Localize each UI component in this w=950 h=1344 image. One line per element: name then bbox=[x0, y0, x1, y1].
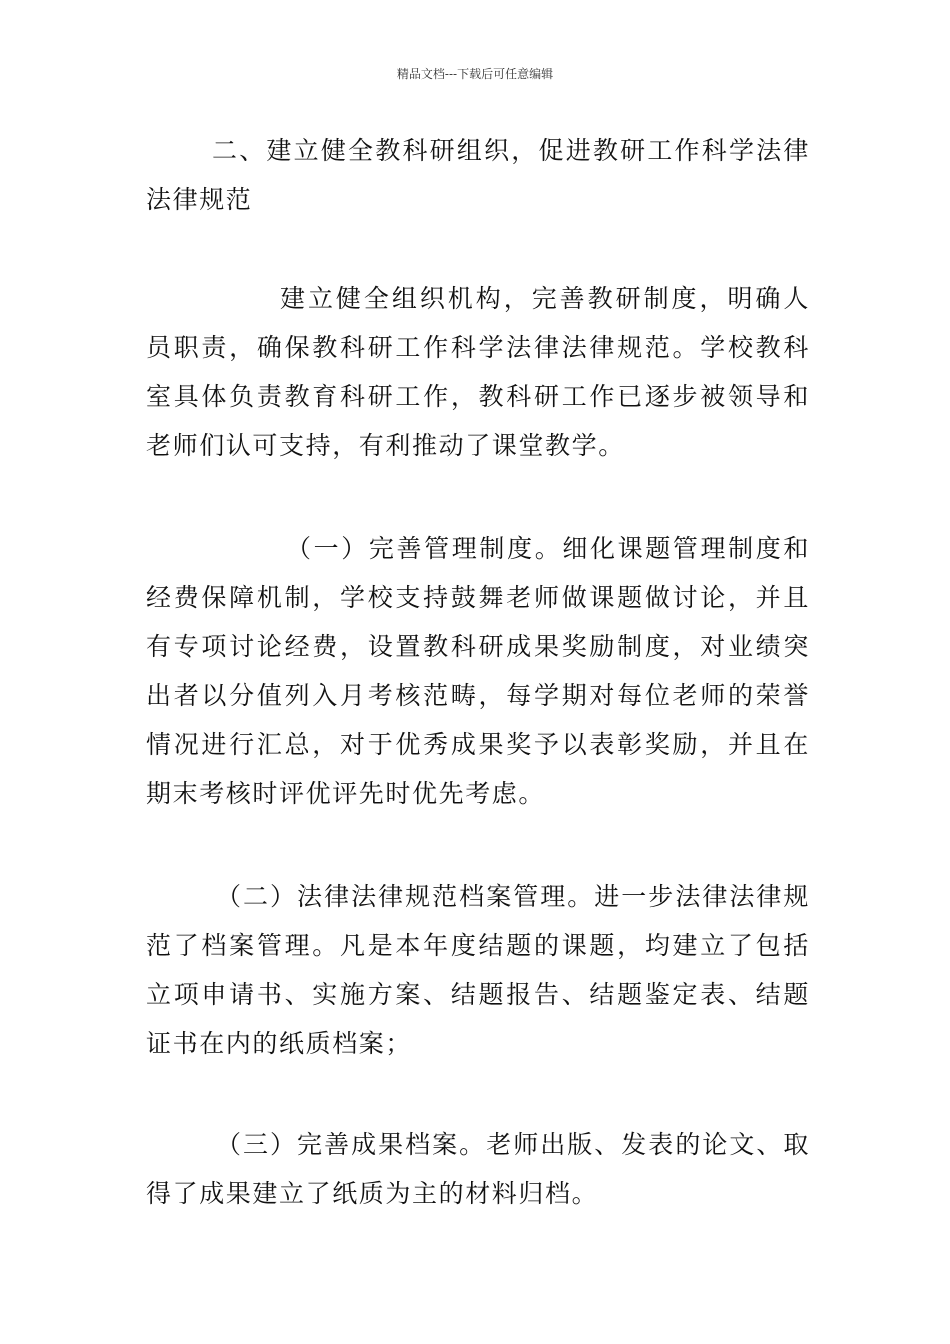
paragraph-item-2: （二）法律法律规范档案管理。进一步法律法律规范了档案管理。凡是本年度结题的课题，均建立了包括立项申请书、实施方案、结题报告、结题鉴定表、结题证书在内的纸质档案； bbox=[146, 882, 810, 1058]
section-heading: 二、建立健全教科研组织，促进教研工作科学法律法律规范 bbox=[146, 136, 810, 214]
paragraph-item-3: （三）完善成果档案。老师出版、发表的论文、取得了成果建立了纸质为主的材料归档。 bbox=[146, 1130, 810, 1208]
paragraph-item-1: （一）完善管理制度。细化课题管理制度和经费保障机制，学校支持鼓舞老师做课题做讨论，并且有专项讨论经费，设置教科研成果奖励制度，对业绩突出者以分值列入月考核范畴，每学期对每位老师的荣誉情况进行汇总，对于优秀成果奖予以表彰奖励，并且在期末考核时评优评先时优先考虑。 bbox=[146, 534, 810, 808]
page-header: 精品文档---下载后可任意编辑 bbox=[396, 67, 554, 81]
paragraph-intro: 建立健全组织机构，完善教研制度，明确人员职责，确保教科研工作科学法律法律规范。学校教科室具体负责教育科研工作，教科研工作已逐步被领导和老师们认可支持，有利推动了课堂教学。 bbox=[146, 284, 810, 460]
